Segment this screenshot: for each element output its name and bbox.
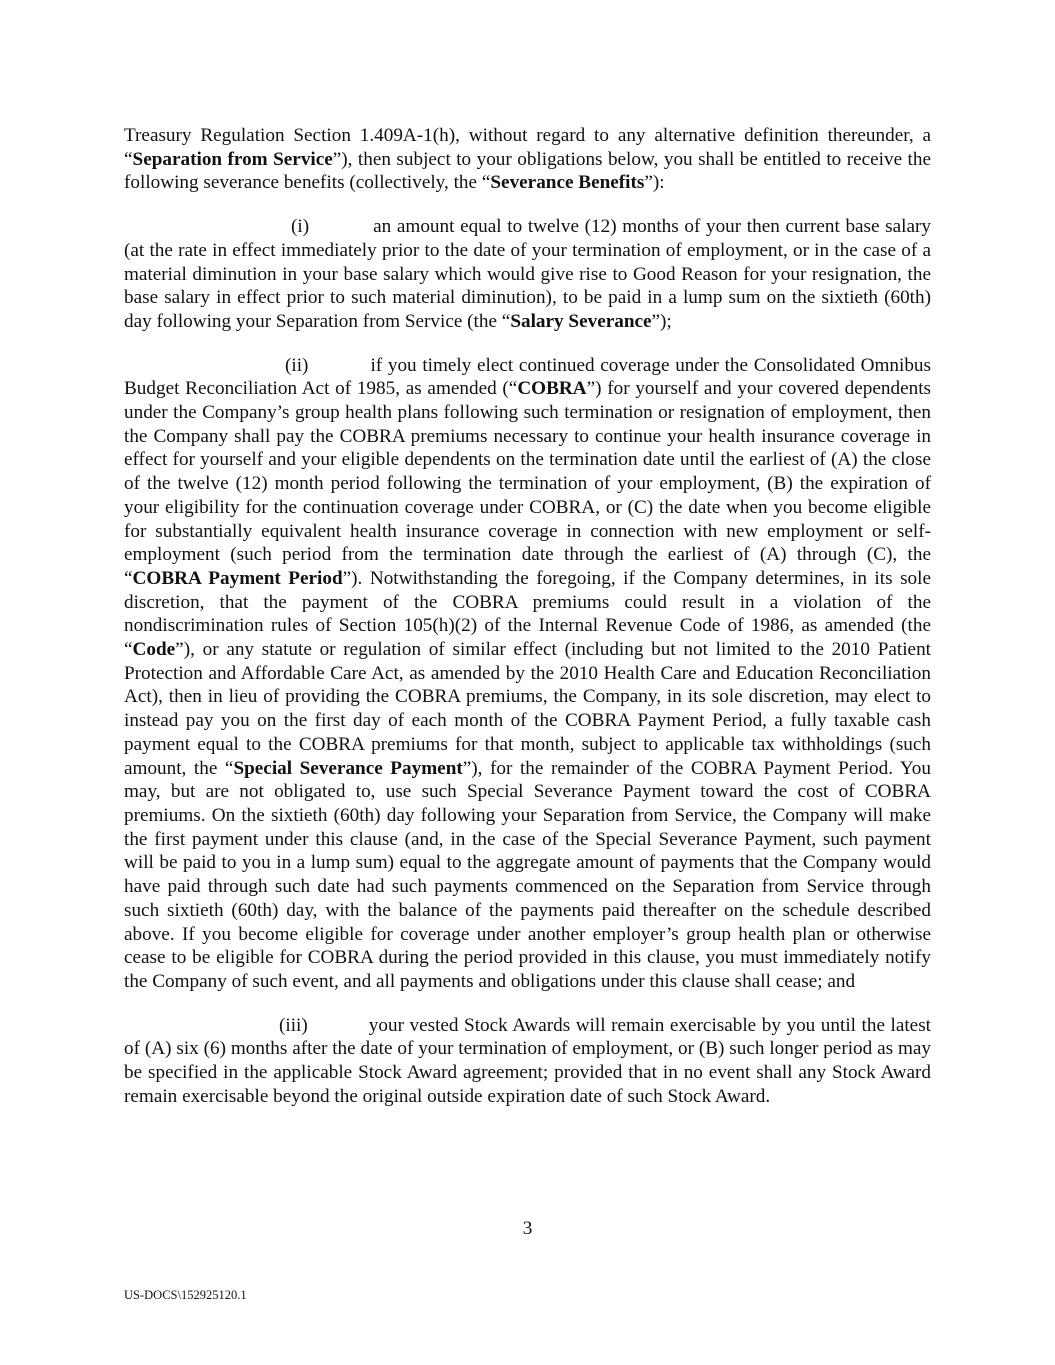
term-salary-severance: Salary Severance xyxy=(510,310,652,332)
clause-text: ”) for yourself and your covered dependents under the Company’s group health plans following such termination or resignation of employment, then the Company shall pay the COBRA premiums necessary to continue your health insurance coverage in effect for yourself and your eligible dependents on the termination date until the earliest of (A) the close of the twelve (12) month period following the termination of your employment, (B) the expiration of your eligibility for the continuation coverage under COBRA, or (C) the date when you become eligible for substantially equivalent health insurance coverage in connection with new employment or self-employment (such period from the termination date through the earliest of (A) through (C), the “ xyxy=(124,378,931,589)
document-body xyxy=(124,124,931,1128)
clause-iii xyxy=(124,1014,931,1109)
intro-text: Treasury Regulation Section 1.409A-1(h), without regard to any alternative definition thereunder, a “ xyxy=(124,125,931,170)
page-number: 3 xyxy=(522,1218,533,1239)
intro-text: ”): xyxy=(644,172,665,194)
clause-number: (ii) xyxy=(285,354,309,376)
term-separation-from-service: Separation from Service xyxy=(132,148,333,170)
clause-text: an amount equal to twelve (12) months of your then current base salary (at the rate in effect immediately prior to the date of your termination of employment, or in the case of a material diminution in your base salary which would give rise to Good Reason for your resignation, the base salary in effect prior to such material diminution), to be paid in a lump sum on the sixtieth (60th) day following your Separation from Service (the “ xyxy=(124,216,931,332)
clause-text: if you timely elect continued coverage under the Consolidated Omnibus Budget Reconciliation Act of 1985, as amended (“ xyxy=(124,354,931,400)
term-special-severance-payment: Special Severance Payment xyxy=(233,757,463,779)
term-cobra-payment-period: COBRA Payment Period xyxy=(132,567,343,589)
term-cobra: COBRA xyxy=(517,378,587,400)
term-code: Code xyxy=(132,639,176,661)
intro-text: ”), then subject to your obligations below, you shall be entitled to receive the following severance benefits (collectively, the “ xyxy=(124,148,931,194)
clause-text: ”); xyxy=(651,310,672,332)
clause-text: ”), for the remainder of the COBRA Payment Period. You may, but are not obligated to, use such Special Severance Payment toward the cost of COBRA premiums. On the sixtieth (60th) day following your Separation from Service, the Company will make the first payment under this clause (and, in the case of the Special Severance Payment, such payment will be paid to you in a lump sum) equal to the aggregate amount of payments that the Company would have paid through such date had such payments commenced on the Separation from Service through such sixtieth (60th) day, with the balance of the payments paid thereafter on the schedule described above. If you become eligible for coverage under another employer’s group health plan or otherwise cease to be eligible for COBRA during the period provided in this clause, you must immediately notify the Company of such event, and all payments and obligations under this clause shall cease; and xyxy=(124,757,931,992)
clause-text: your vested Stock Awards will remain exercisable by you until the latest of (A) six (6) months after the date of your termination of employment, or (B) such longer period as may be specified in the applicable Stock Award agreement; provided that in no event shall any Stock Award remain exercisable beyond the original outside expiration date of such Stock Award. xyxy=(124,1014,931,1107)
clause-number: (iii) xyxy=(279,1014,308,1036)
clause-text: ”). Notwithstanding the foregoing, if the Company determines, in its sole discretion, that the payment of the COBRA premiums could result in a violation of the nondiscrimination rules of Section 105(h)(2) of the Internal Revenue Code of 1986, as amended (the “ xyxy=(124,567,931,661)
clause-ii xyxy=(124,354,931,994)
document-id: US-DOCS\152925120.1 xyxy=(124,1288,247,1302)
clause-number: (i) xyxy=(291,216,310,238)
term-severance-benefits: Severance Benefits xyxy=(490,172,645,194)
intro-paragraph xyxy=(124,124,931,195)
clause-text: ”), or any statute or regulation of similar effect (including but not limited to the 2010 Patient Protection and Affordable Care Act, as amended by the 2010 Health Care and Education Reconciliation Act), then in lieu of providing the COBRA premiums, the Company, in its sole discretion, may elect to instead pay you on the first day of each month of the COBRA Payment Period, a fully taxable cash payment equal to the COBRA premiums for that month, subject to applicable tax withholdings (such amount, the “ xyxy=(124,639,931,779)
clause-i xyxy=(124,215,931,334)
